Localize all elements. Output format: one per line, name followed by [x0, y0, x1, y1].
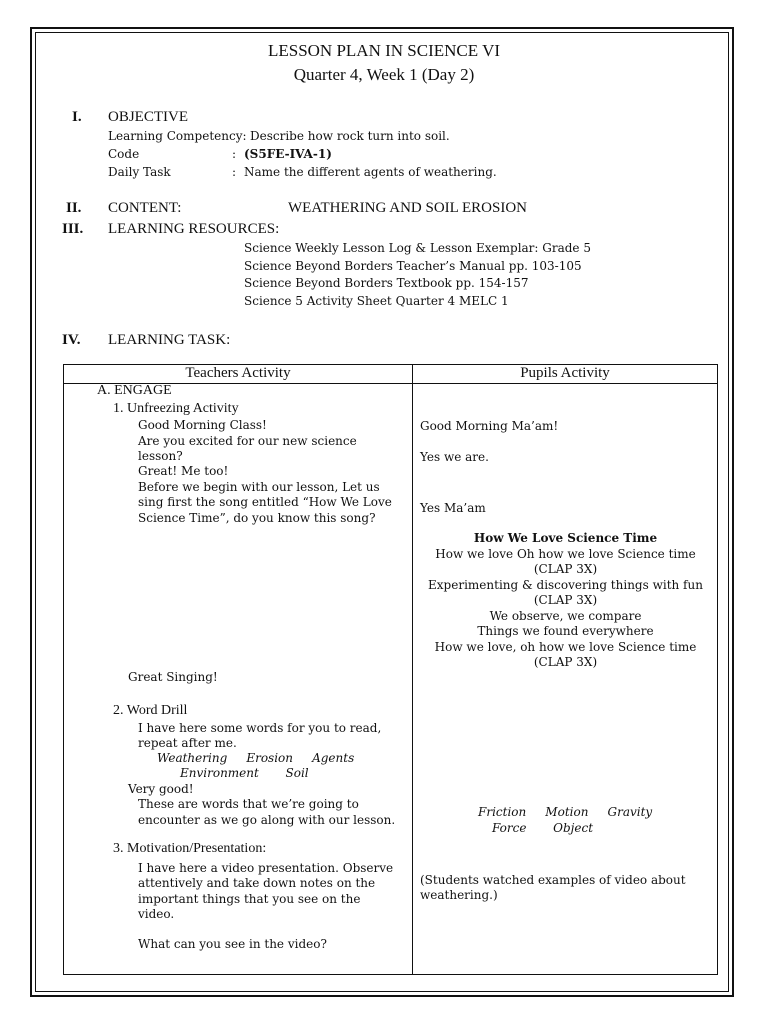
- content-heading: CONTENT:: [108, 200, 182, 216]
- pupil-line: Good Morning Ma’am!: [420, 419, 559, 433]
- drill-words: Weathering Erosion Agents: [157, 751, 355, 765]
- unfreezing-activity-heading: 1. Unfreezing Activity: [113, 401, 239, 416]
- resource-item: Science Weekly Lesson Log & Lesson Exemplar: Grade 5: [244, 241, 591, 255]
- teacher-line: attentively and take down notes on the: [138, 876, 376, 890]
- pupil-line: (Students watched examples of video about: [420, 873, 686, 887]
- song-line: (CLAP 3X): [533, 593, 598, 607]
- teacher-line: Great! Me too!: [138, 464, 229, 478]
- song-line: Experimenting & discovering things with fun: [428, 578, 703, 592]
- song-line: (CLAP 3X): [533, 562, 598, 576]
- song-line: How we love, oh how we love Science time: [434, 640, 697, 654]
- code-colon: :: [232, 147, 237, 161]
- great-singing-text: Great Singing!: [128, 670, 218, 684]
- teacher-line: I have here a video presentation. Observe: [138, 861, 394, 875]
- code-value: (S5FE-IVA-1): [244, 147, 332, 161]
- pupils-activity-header: Pupils Activity: [520, 365, 610, 381]
- content-number: II.: [66, 200, 82, 216]
- objective-heading: OBJECTIVE: [108, 109, 188, 125]
- drill-words: Environment Soil: [180, 766, 309, 780]
- engage-heading: A. ENGAGE: [97, 383, 172, 398]
- teacher-line: lesson?: [138, 449, 183, 463]
- teacher-line: repeat after me.: [138, 736, 237, 750]
- table-column-divider: [412, 365, 413, 974]
- song-title: How We Love Science Time: [473, 531, 658, 545]
- resource-item: Science Beyond Borders Teacher’s Manual pp. 103-105: [244, 259, 582, 273]
- task-heading: LEARNING TASK:: [108, 332, 231, 348]
- pupil-line: Yes Ma’am: [420, 501, 486, 515]
- daily-task-value: Name the different agents of weathering.: [244, 165, 497, 179]
- pupil-line: weathering.): [420, 888, 498, 902]
- teacher-line: important things that you see on the: [138, 892, 361, 906]
- teacher-line: Science Time”, do you know this song?: [138, 511, 376, 525]
- song-line: (CLAP 3X): [533, 655, 598, 669]
- teacher-line: sing first the song entitled “How We Love: [138, 495, 392, 509]
- competency-label: Learning Competency:: [108, 129, 247, 143]
- song-line: We observe, we compare: [489, 609, 642, 623]
- page-title: LESSON PLAN IN SCIENCE VI: [267, 41, 501, 60]
- teacher-line: These are words that we’re going to: [138, 797, 359, 811]
- teacher-line: Before we begin with our lesson, Let us: [138, 480, 380, 494]
- task-number: IV.: [62, 332, 81, 348]
- resource-item: Science 5 Activity Sheet Quarter 4 MELC 1: [244, 294, 509, 308]
- song-line: Things we found everywhere: [477, 624, 654, 638]
- pupil-line: Yes we are.: [420, 450, 489, 464]
- word-drill-heading: 2. Word Drill: [113, 703, 188, 718]
- song-line: How we love Oh how we love Science time: [435, 547, 696, 561]
- competency-value: Describe how rock turn into soil.: [250, 129, 450, 143]
- code-label: Code: [108, 147, 140, 161]
- very-good-text: Very good!: [128, 782, 194, 796]
- teacher-line: I have here some words for you to read,: [138, 721, 382, 735]
- teacher-line: Good Morning Class!: [138, 418, 267, 432]
- resource-item: Science Beyond Borders Textbook pp. 154-157: [244, 276, 529, 290]
- pupil-drill-words: Force Object: [492, 821, 594, 835]
- resources-number: III.: [62, 221, 84, 237]
- daily-task-label: Daily Task: [108, 165, 171, 179]
- teachers-activity-header: Teachers Activity: [185, 365, 291, 381]
- teacher-line: encounter as we go along with our lesson.: [138, 813, 396, 827]
- motivation-heading: 3. Motivation/Presentation:: [113, 841, 267, 856]
- page-subtitle: Quarter 4, Week 1 (Day 2): [293, 65, 475, 84]
- daily-task-colon: :: [232, 165, 237, 179]
- content-value: WEATHERING AND SOIL EROSION: [288, 200, 528, 216]
- teacher-question: What can you see in the video?: [138, 937, 327, 951]
- teacher-line: Are you excited for our new science: [138, 434, 357, 448]
- pupil-drill-words: Friction Motion Gravity: [478, 805, 653, 819]
- teacher-line: video.: [138, 907, 175, 921]
- objective-number: I.: [72, 109, 82, 125]
- resources-heading: LEARNING RESOURCES:: [108, 221, 280, 237]
